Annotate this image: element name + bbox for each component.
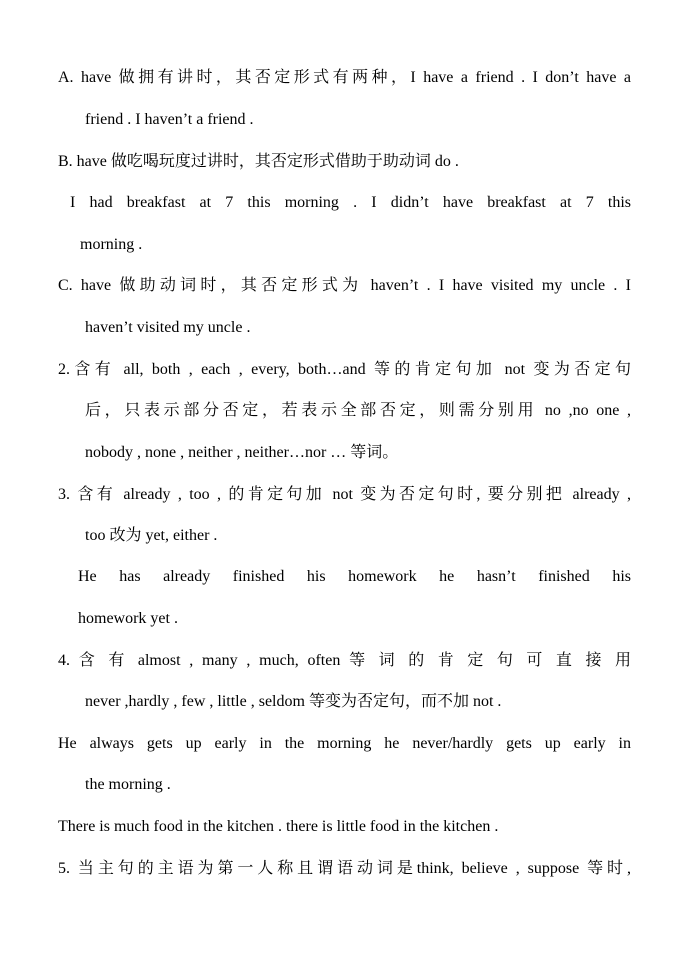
text-line-5: morning . bbox=[80, 236, 143, 253]
text-line-19: There is much food in the kitchen . there is little food in the kitchen . bbox=[58, 818, 499, 835]
text-line-15: 4. 含 有 almost , many , much, often 等 词 的 肯 定 句 可 直 接 用 bbox=[58, 652, 631, 669]
text-line-13: He has already finished his homework he hasn’t finished his bbox=[78, 568, 631, 585]
text-line-9: 后，只表示部分否定，若表示全部否定，则需分别用 no ,no one , bbox=[85, 402, 631, 419]
text-line-11: 3. 含有 already , too , 的肯定句加 not 变为否定句时, 要分别把 already , bbox=[58, 486, 631, 503]
text-line-6: C. have 做助动词时，其否定形式为 haven’t . I have visited my uncle . I bbox=[58, 277, 631, 294]
text-line-1: A. have 做拥有讲时，其否定形式有两种，I have a friend . I don’t have a bbox=[58, 69, 631, 86]
text-line-17: He always gets up early in the morning he never/hardly gets up early in bbox=[58, 735, 631, 752]
text-line-20: 5. 当主句的主语为第一人称且谓语动词是think, believe , suppose 等时, bbox=[58, 860, 631, 877]
text-line-14: homework yet . bbox=[78, 610, 178, 627]
text-line-8: 2.含有 all, both , each , every, both…and 等的肯定句加 not 变为否定句 bbox=[58, 361, 631, 378]
text-line-10: nobody , none , neither , neither…nor … 等词。 bbox=[85, 444, 399, 461]
text-line-2: friend . I haven’t a friend . bbox=[85, 111, 254, 128]
text-line-12: too 改为 yet, either . bbox=[85, 527, 218, 544]
text-line-3: B. have 做吃喝玩度过讲时，其否定形式借助于助动词 do . bbox=[58, 153, 459, 170]
text-line-18: the morning . bbox=[85, 776, 171, 793]
text-line-7: haven’t visited my uncle . bbox=[85, 319, 251, 336]
text-line-4: I had breakfast at 7 this morning . I didn’t have breakfast at 7 this bbox=[70, 194, 631, 211]
text-line-16: never ,hardly , few , little , seldom 等变为否定句，而不加 not . bbox=[85, 693, 502, 710]
